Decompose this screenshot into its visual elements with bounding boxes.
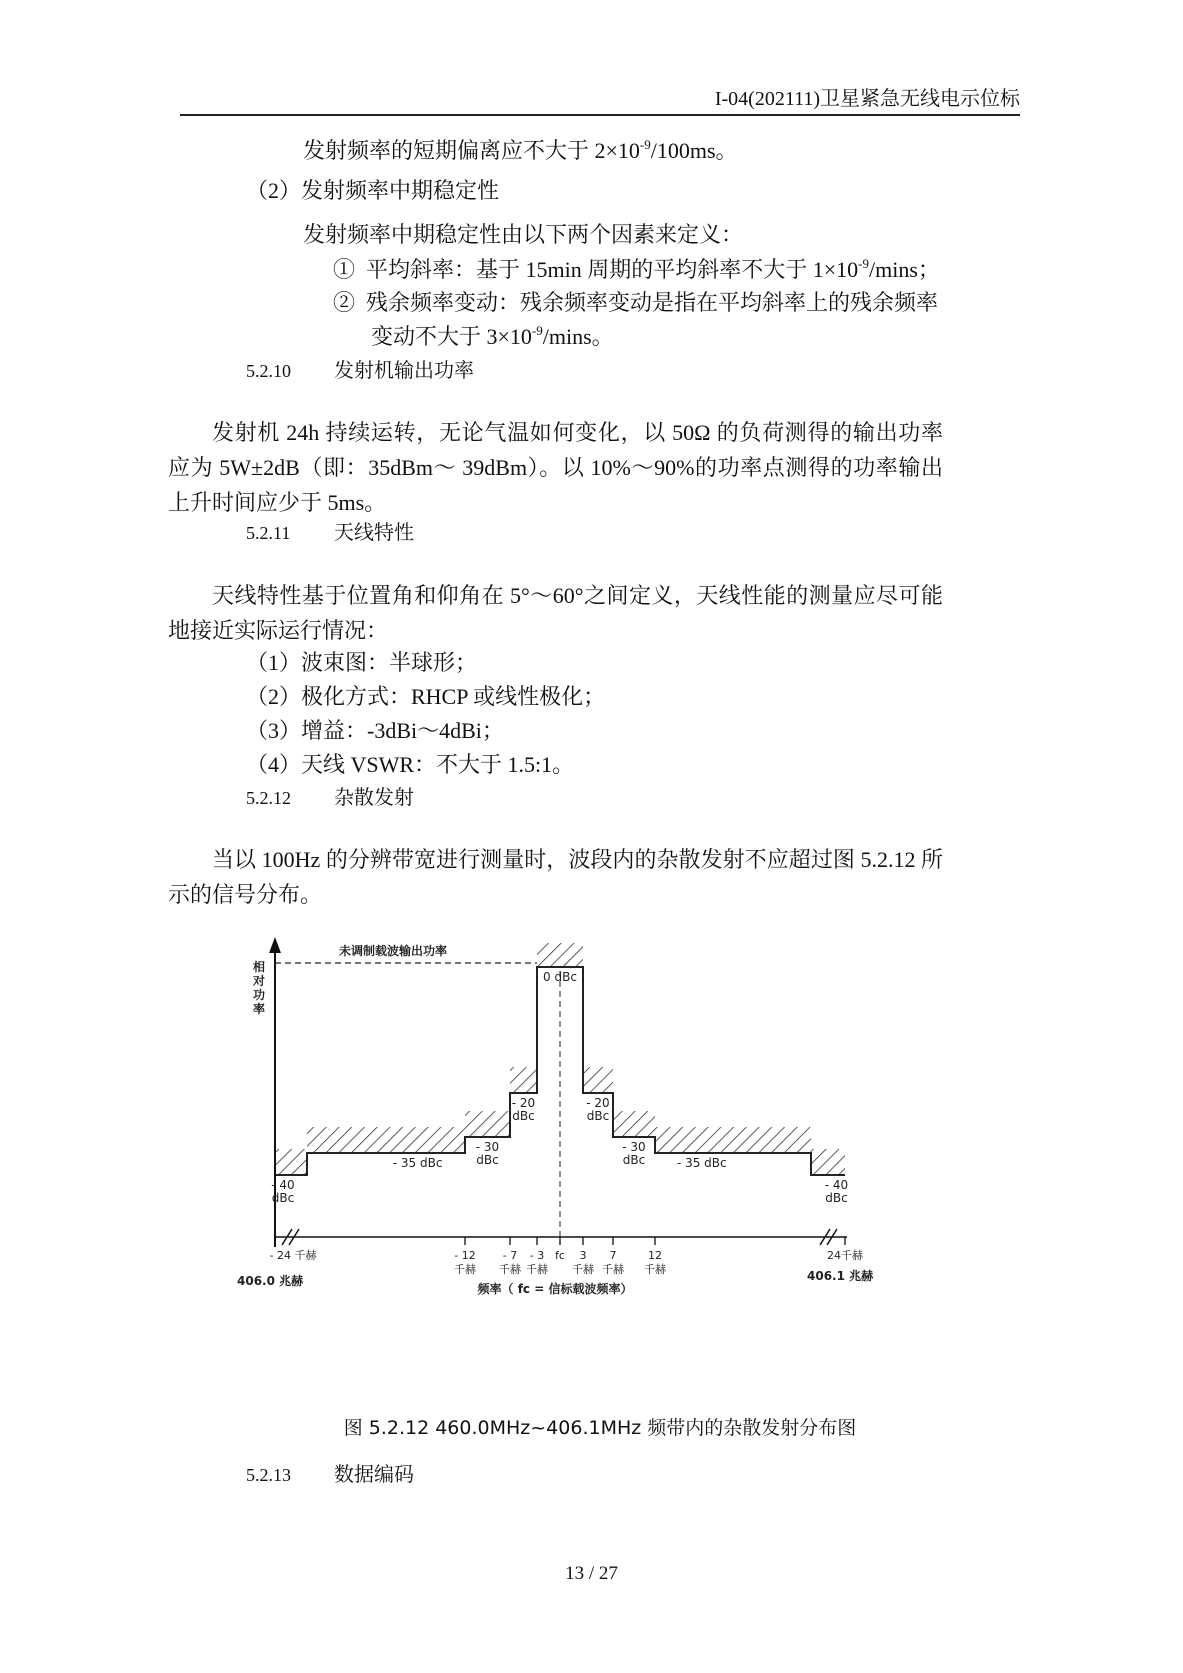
level-label: - 40 dBc — [271, 1178, 295, 1205]
x-tick-label: - 12 千赫 — [454, 1249, 476, 1276]
antenna-item-3: （3）增益：-3dBi～4dBi； — [246, 718, 504, 743]
y-axis-label-char: 对 — [253, 974, 266, 988]
edge-label-left: 406.0 兆赫 — [237, 1274, 304, 1288]
short-term-deviation-line: 发射频率的短期偏离应不大于 $2\times 10^{-9}/100ms$。 — [303, 137, 738, 163]
level-label: - 35 dBc — [392, 1156, 443, 1170]
antenna-item-2: （2）极化方式：RHCP 或线性极化； — [246, 684, 606, 709]
y-axis-label-char: 相 — [253, 960, 266, 974]
x-tick-label: - 24 千赫 — [269, 1249, 317, 1262]
edge-label-right: 406.1 兆赫 — [807, 1269, 874, 1283]
x-tick-label: 7 千赫 — [602, 1249, 624, 1276]
y-axis-label-char: 率 — [253, 1002, 266, 1016]
x-tick-label: - 7 千赫 — [499, 1249, 521, 1276]
antenna-paragraph: 天线特性基于位置角和仰角在 5°～60°之间定义，天线性能的测量应尽可能地接近实际运行情况： — [168, 583, 943, 643]
spurious-emission-chart — [235, 925, 875, 1305]
spurious-paragraph: 当以 100Hz 的分辨带宽进行测量时，波段内的杂散发射不应超过图 5.2.12 所示的信号分布。 — [168, 847, 943, 907]
level-label: - 20 dBc — [511, 1096, 536, 1123]
page-number: 13 / 27 — [565, 1563, 618, 1584]
y-axis-label-char: 功 — [253, 988, 266, 1002]
x-tick-label: 3 千赫 — [572, 1249, 594, 1276]
x-tick-label: - 3 千赫 — [526, 1249, 548, 1276]
y-axis-arrow — [269, 937, 281, 953]
level-label: - 35 dBc — [676, 1156, 727, 1170]
antenna-item-1: （1）波束图：半球形； — [246, 650, 478, 675]
level-label: - 20 dBc — [586, 1096, 610, 1123]
running-header: I-04(202111)卫星紧急无线电示位标 — [714, 88, 1020, 110]
section-5-2-11: 5.2.11 天线特性 — [246, 522, 414, 544]
mid-term-factor-1: ① 平均斜率：基于 15min 周期的平均斜率不大于 $1\times 10^{-9}$/mins； — [333, 256, 940, 282]
level-label: - 30 dBc — [475, 1140, 500, 1167]
y-axis-label — [252, 959, 265, 1016]
x-tick-label: fc — [555, 1249, 565, 1262]
x-tick-label: 24千赫 — [827, 1249, 863, 1262]
level-label: 0 dBc — [543, 970, 577, 984]
antenna-item-4: （4）天线 VSWR：不大于 1.5:1。 — [246, 752, 575, 777]
level-label: - 40 dBc — [824, 1178, 849, 1205]
level-label: - 30 dBc — [622, 1140, 646, 1167]
mid-term-factor-2: ② 残余频率变动：残余频率变动是指在平均斜率上的残余频率 — [333, 290, 939, 315]
x-tick-label: 12 千赫 — [644, 1249, 666, 1276]
mid-term-factor-2-cont: 变动不大于 $3\times 10^{-9}$/mins。 — [371, 323, 614, 349]
header-rule — [180, 114, 1020, 116]
section-5-2-10: 5.2.10 发射机输出功率 — [246, 360, 474, 382]
mid-term-definition-line: 发射频率中期稳定性由以下两个因素来定义： — [303, 222, 744, 247]
section-5-2-12: 5.2.12 杂散发射 — [246, 787, 414, 809]
power-paragraph: 发射机 24h 持续运转，无论气温如何变化，以 50Ω 的负荷测得的输出功率应为 5W±2dB（即：35dBm～ 39dBm）。以 10%～90%的功率点测得的功率输出上升时间应少于 5ms。 — [168, 420, 943, 515]
chart-title: 未调制载波输出功率 — [339, 944, 448, 958]
section-5-2-13: 5.2.13 数据编码 — [246, 1464, 414, 1486]
figure-caption: 图 5.2.12 460.0MHz~406.1MHz 频带内的杂散发射分布图 — [343, 1417, 857, 1439]
x-ticks — [270, 1237, 864, 1276]
x-axis-label: 频率（ fc = 信标载波频率） — [477, 1282, 633, 1296]
mid-term-stability-heading: （2）发射频率中期稳定性 — [246, 178, 500, 203]
